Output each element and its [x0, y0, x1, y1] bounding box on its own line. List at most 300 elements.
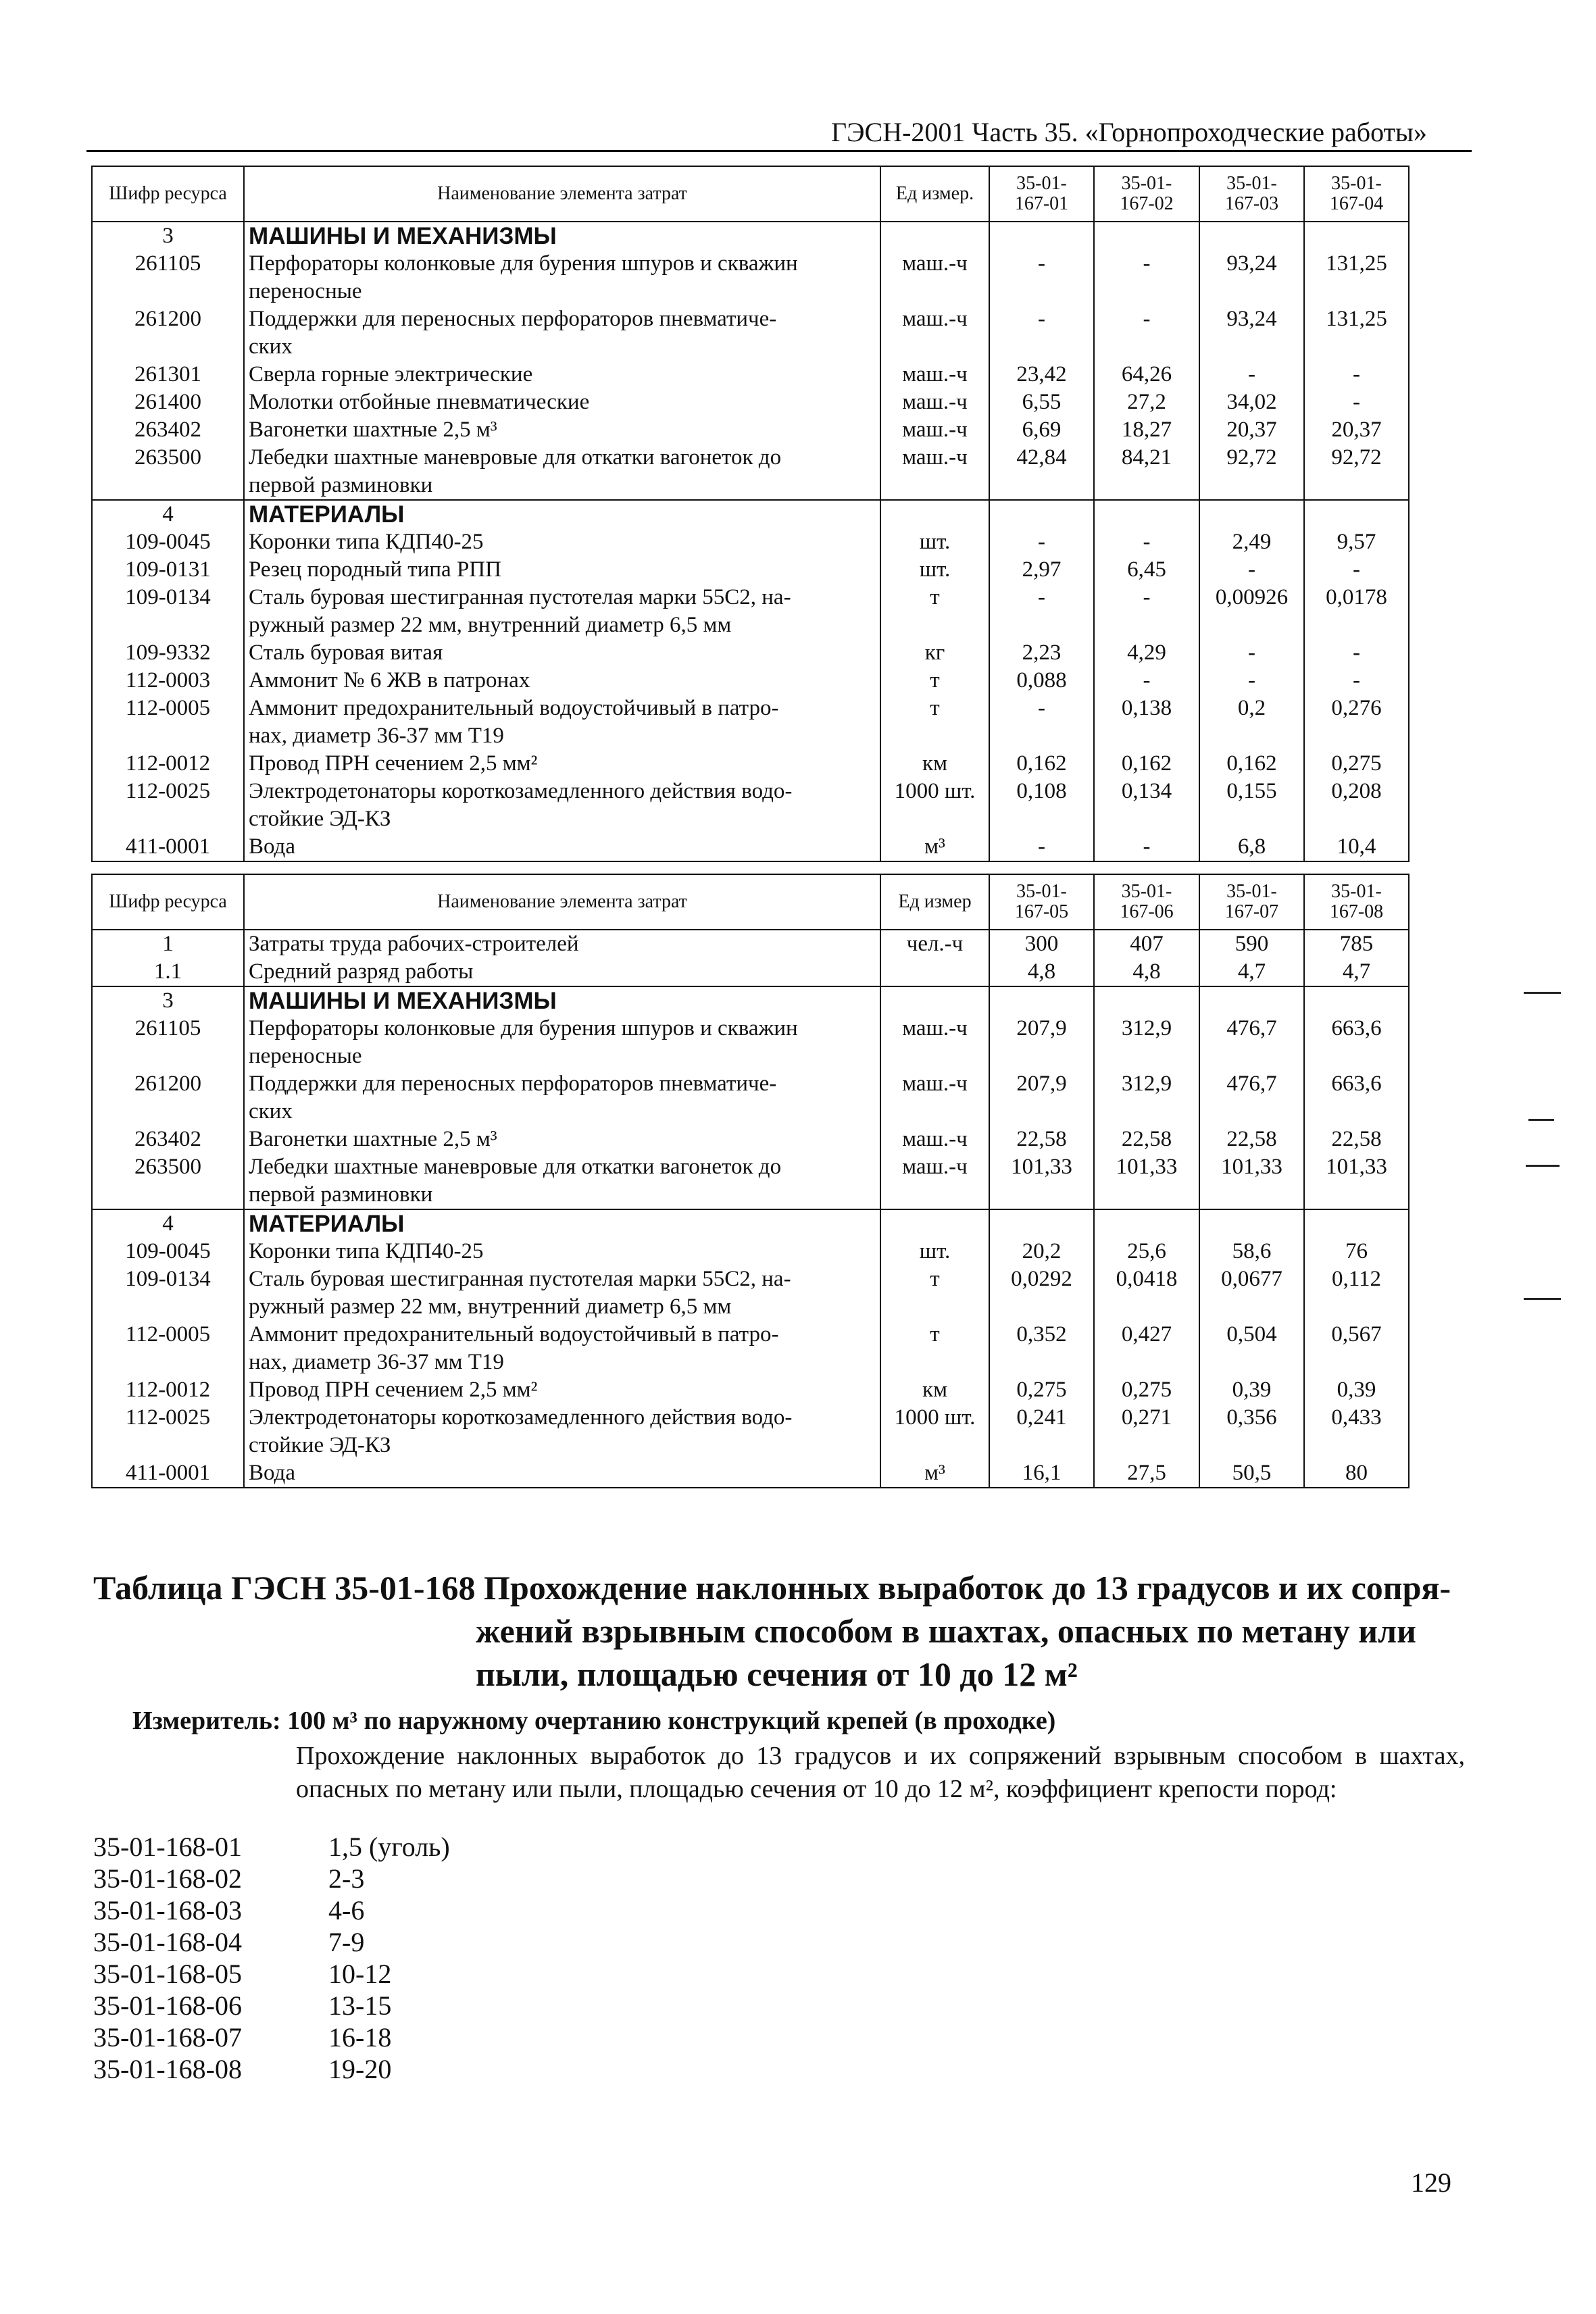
- resource-code: 411-0001: [92, 1459, 244, 1488]
- resource-value: 0,356: [1199, 1404, 1304, 1459]
- resource-unit: 1000 шт.: [880, 778, 989, 833]
- resource-value: 4,29: [1094, 639, 1199, 667]
- resource-value: 6,55: [989, 388, 1094, 416]
- resource-value: 785: [1304, 930, 1409, 958]
- resource-name: Перфораторы колонковые для бурения шпуров и скважин переносные: [244, 250, 880, 305]
- resource-code: 112-0012: [92, 750, 244, 778]
- resource-unit: т: [880, 1265, 989, 1321]
- resource-value: 131,25: [1304, 305, 1409, 361]
- table-title-line-2: жений взрывным способом в шахтах, опасных по метану или: [476, 1612, 1416, 1650]
- resource-value: 0,0178: [1304, 584, 1409, 639]
- resource-value: 0,2: [1199, 695, 1304, 750]
- resource-row: [92, 750, 1409, 778]
- resource-code: 109-0045: [92, 528, 244, 556]
- code-row: [93, 2053, 450, 2085]
- resource-code: 261200: [92, 1070, 244, 1126]
- resource-value: 27,2: [1094, 388, 1199, 416]
- resource-code: 109-9332: [92, 639, 244, 667]
- resource-row: [92, 1459, 1409, 1488]
- resource-value: 0,138: [1094, 695, 1199, 750]
- resource-row: [92, 1404, 1409, 1459]
- hardness-value: 4-6: [328, 1895, 365, 1926]
- resource-value: 22,58: [989, 1126, 1094, 1153]
- hardness-value: 19-20: [328, 2054, 392, 2084]
- resource-value: 476,7: [1199, 1015, 1304, 1070]
- resource-value: 0,162: [1094, 750, 1199, 778]
- margin-mark: [1528, 1119, 1554, 1121]
- resource-value: -: [1304, 556, 1409, 584]
- empty-cell: [1304, 986, 1409, 1015]
- empty-cell: [1094, 986, 1199, 1015]
- resource-value: 0,241: [989, 1404, 1094, 1459]
- running-header: ГЭСН-2001 Часть 35. «Горнопроходческие работы»: [831, 117, 1427, 147]
- header-norm-code: 35-01- 167-07: [1199, 874, 1304, 930]
- empty-cell: [880, 500, 989, 528]
- resource-name: Перфораторы колонковые для бурения шпуров и скважин переносные: [244, 1015, 880, 1070]
- resource-row: [92, 250, 1409, 305]
- resource-value: 0,427: [1094, 1321, 1199, 1376]
- resource-row: [92, 416, 1409, 444]
- resource-name: Лебедки шахтные маневровые для откатки вагонеток до первой разминовки: [244, 444, 880, 500]
- header-norm-code: 35-01- 167-03: [1199, 166, 1304, 222]
- resource-value: 0,162: [1199, 750, 1304, 778]
- resource-table-2: [91, 874, 1410, 1488]
- resource-code: 109-0045: [92, 1238, 244, 1265]
- resource-value: -: [1094, 667, 1199, 695]
- resource-value: 84,21: [1094, 444, 1199, 500]
- section-row: [92, 1209, 1409, 1238]
- margin-mark: [1526, 1165, 1560, 1167]
- norm-code: 35-01-168-08: [93, 2054, 242, 2084]
- resource-row: [92, 444, 1409, 500]
- resource-value: -: [989, 528, 1094, 556]
- hardness-value: 1,5 (уголь): [328, 1832, 450, 1862]
- header-norm-code: 35-01- 167-05: [989, 874, 1094, 930]
- resource-row: [92, 1126, 1409, 1153]
- resource-value: 0,0677: [1199, 1265, 1304, 1321]
- resource-code: 261301: [92, 361, 244, 388]
- resource-name: Сталь буровая шестигранная пустотелая марки 55С2, на- ружный размер 22 мм, внутренний диаметр 6,5 мм: [244, 584, 880, 639]
- header-norm-code: 35-01- 167-01: [989, 166, 1094, 222]
- section-title: МАТЕРИАЛЫ: [244, 1209, 880, 1238]
- resource-value: -: [1304, 361, 1409, 388]
- resource-value: -: [989, 695, 1094, 750]
- header-norm-code: 35-01- 167-06: [1094, 874, 1199, 930]
- resource-value: 6,69: [989, 416, 1094, 444]
- resource-value: 4,7: [1304, 958, 1409, 986]
- resource-row: [92, 556, 1409, 584]
- resource-value: 6,8: [1199, 833, 1304, 861]
- resource-value: 0,39: [1304, 1376, 1409, 1404]
- resource-value: 0,134: [1094, 778, 1199, 833]
- empty-cell: [1304, 222, 1409, 250]
- norm-code: 35-01-168-03: [93, 1895, 242, 1926]
- section-code: 3: [92, 222, 244, 250]
- resource-value: -: [989, 305, 1094, 361]
- table-title-line-1: Таблица ГЭСН 35-01-168 Прохождение наклонных выработок до 13 градусов и их сопря-: [93, 1569, 1451, 1607]
- header-norm-code: 35-01- 167-08: [1304, 874, 1409, 930]
- empty-cell: [1304, 500, 1409, 528]
- resource-row: [92, 528, 1409, 556]
- resource-name: Сталь буровая шестигранная пустотелая марки 55С2, на- ружный размер 22 мм, внутренний диаметр 6,5 мм: [244, 1265, 880, 1321]
- resource-code: 109-0134: [92, 584, 244, 639]
- resource-unit: [880, 958, 989, 986]
- header-unit: Ед измер.: [880, 166, 989, 222]
- resource-value: 407: [1094, 930, 1199, 958]
- empty-cell: [880, 1209, 989, 1238]
- resource-value: 93,24: [1199, 305, 1304, 361]
- resource-name: Вагонетки шахтные 2,5 м³: [244, 416, 880, 444]
- resource-value: 42,84: [989, 444, 1094, 500]
- resource-value: 207,9: [989, 1070, 1094, 1126]
- measure-label: Измеритель:: [132, 1707, 281, 1735]
- resource-row: [92, 584, 1409, 639]
- resource-code: 411-0001: [92, 833, 244, 861]
- resource-code: 261200: [92, 305, 244, 361]
- resource-unit: маш.-ч: [880, 388, 989, 416]
- resource-unit: т: [880, 667, 989, 695]
- resource-value: 0,567: [1304, 1321, 1409, 1376]
- resource-unit: шт.: [880, 1238, 989, 1265]
- resource-value: 101,33: [1199, 1153, 1304, 1209]
- resource-name: Сталь буровая витая: [244, 639, 880, 667]
- resource-value: 0,275: [989, 1376, 1094, 1404]
- resource-name: Средний разряд работы: [244, 958, 880, 986]
- resource-unit: маш.-ч: [880, 361, 989, 388]
- resource-name: Электродетонаторы короткозамедленного действия водо- стойкие ЭД-КЗ: [244, 1404, 880, 1459]
- resource-name: Аммонит предохранительный водоустойчивый в патро- нах, диаметр 36-37 мм Т19: [244, 1321, 880, 1376]
- margin-mark: [1524, 1298, 1561, 1300]
- resource-value: 0,0418: [1094, 1265, 1199, 1321]
- norm-code: 35-01-168-07: [93, 2022, 242, 2053]
- resource-code: 261105: [92, 1015, 244, 1070]
- resource-unit: м³: [880, 1459, 989, 1488]
- resource-unit: т: [880, 584, 989, 639]
- resource-value: 92,72: [1304, 444, 1409, 500]
- resource-value: 476,7: [1199, 1070, 1304, 1126]
- resource-value: 6,45: [1094, 556, 1199, 584]
- resource-value: -: [1199, 361, 1304, 388]
- resource-value: -: [989, 584, 1094, 639]
- resource-name: Молотки отбойные пневматические: [244, 388, 880, 416]
- resource-row: [92, 388, 1409, 416]
- code-row: [93, 1958, 450, 1990]
- resource-unit: маш.-ч: [880, 1015, 989, 1070]
- resource-value: 92,72: [1199, 444, 1304, 500]
- resource-value: 22,58: [1199, 1126, 1304, 1153]
- resource-value: 4,7: [1199, 958, 1304, 986]
- resource-value: -: [1304, 639, 1409, 667]
- section-code: 4: [92, 1209, 244, 1238]
- resource-unit: чел.-ч: [880, 930, 989, 958]
- resource-row: [92, 639, 1409, 667]
- code-row: [93, 1863, 450, 1894]
- empty-cell: [880, 222, 989, 250]
- resource-name: Вода: [244, 1459, 880, 1488]
- resource-row: [92, 361, 1409, 388]
- resource-value: 101,33: [1094, 1153, 1199, 1209]
- resource-row: [92, 930, 1409, 958]
- code-row: [93, 1990, 450, 2021]
- code-list: [93, 1831, 450, 2085]
- resource-unit: шт.: [880, 528, 989, 556]
- header-rule: [86, 150, 1472, 152]
- resource-unit: шт.: [880, 556, 989, 584]
- resource-code: 263500: [92, 444, 244, 500]
- resource-value: 22,58: [1094, 1126, 1199, 1153]
- resource-value: 0,0292: [989, 1265, 1094, 1321]
- resource-row: [92, 1070, 1409, 1126]
- resource-code: 1: [92, 930, 244, 958]
- resource-unit: м³: [880, 833, 989, 861]
- section-row: [92, 500, 1409, 528]
- resource-value: 50,5: [1199, 1459, 1304, 1488]
- resource-row: [92, 667, 1409, 695]
- empty-cell: [1199, 222, 1304, 250]
- empty-cell: [989, 1209, 1094, 1238]
- resource-value: 0,00926: [1199, 584, 1304, 639]
- resource-value: 207,9: [989, 1015, 1094, 1070]
- section-title: МАШИНЫ И МЕХАНИЗМЫ: [244, 222, 880, 250]
- resource-value: 20,2: [989, 1238, 1094, 1265]
- resource-unit: т: [880, 1321, 989, 1376]
- section-title: МАШИНЫ И МЕХАНИЗМЫ: [244, 986, 880, 1015]
- resource-unit: маш.-ч: [880, 305, 989, 361]
- resource-unit: маш.-ч: [880, 1153, 989, 1209]
- resource-value: 0,271: [1094, 1404, 1199, 1459]
- margin-mark: [1524, 992, 1561, 994]
- hardness-value: 7-9: [328, 1927, 365, 1957]
- header-norm-code: 35-01- 167-02: [1094, 166, 1199, 222]
- hardness-value: 16-18: [328, 2022, 392, 2053]
- resource-row: [92, 778, 1409, 833]
- resource-name: Поддержки для переносных перфораторов пневматиче- ских: [244, 1070, 880, 1126]
- resource-value: 0,208: [1304, 778, 1409, 833]
- resource-value: 0,276: [1304, 695, 1409, 750]
- resource-value: 22,58: [1304, 1126, 1409, 1153]
- resource-value: -: [1094, 584, 1199, 639]
- resource-row: [92, 1238, 1409, 1265]
- norm-code: 35-01-168-04: [93, 1927, 242, 1957]
- empty-cell: [1094, 222, 1199, 250]
- resource-code: 261105: [92, 250, 244, 305]
- resource-value: -: [1094, 305, 1199, 361]
- resource-value: 312,9: [1094, 1015, 1199, 1070]
- resource-name: Резец породный типа РПП: [244, 556, 880, 584]
- resource-code: 261400: [92, 388, 244, 416]
- table-title-line-3: пыли, площадью сечения от 10 до 12 м²: [476, 1655, 1078, 1693]
- measure-value: 100 м³ по наружному очертанию конструкций крепей (в проходке): [287, 1707, 1056, 1735]
- empty-cell: [1199, 1209, 1304, 1238]
- resource-value: 4,8: [1094, 958, 1199, 986]
- resource-row: [92, 958, 1409, 986]
- empty-cell: [1199, 986, 1304, 1015]
- hardness-value: 10-12: [328, 1959, 392, 1989]
- resource-value: 27,5: [1094, 1459, 1199, 1488]
- resource-code: 109-0134: [92, 1265, 244, 1321]
- resource-table-1: [91, 166, 1410, 862]
- header-code: Шифр ресурса: [92, 874, 244, 930]
- hardness-value: 13-15: [328, 1990, 392, 2021]
- resource-code: 112-0025: [92, 778, 244, 833]
- resource-value: -: [1304, 667, 1409, 695]
- resource-name: Провод ПРН сечением 2,5 мм²: [244, 1376, 880, 1404]
- resource-value: -: [1304, 388, 1409, 416]
- resource-value: -: [1094, 528, 1199, 556]
- resource-value: -: [989, 250, 1094, 305]
- resource-value: 0,504: [1199, 1321, 1304, 1376]
- norm-code: 35-01-168-05: [93, 1959, 242, 1989]
- resource-code: 263402: [92, 1126, 244, 1153]
- table-title: [93, 1566, 1451, 1696]
- empty-cell: [1304, 1209, 1409, 1238]
- section-title: МАТЕРИАЛЫ: [244, 500, 880, 528]
- resource-value: 2,23: [989, 639, 1094, 667]
- resource-value: 0,088: [989, 667, 1094, 695]
- code-row: [93, 1831, 450, 1863]
- resource-value: 101,33: [1304, 1153, 1409, 1209]
- resource-value: 590: [1199, 930, 1304, 958]
- resource-unit: маш.-ч: [880, 416, 989, 444]
- resource-name: Сверла горные электрические: [244, 361, 880, 388]
- resource-value: 131,25: [1304, 250, 1409, 305]
- resource-unit: 1000 шт.: [880, 1404, 989, 1459]
- resource-value: 0,433: [1304, 1404, 1409, 1459]
- empty-cell: [1094, 500, 1199, 528]
- resource-value: 4,8: [989, 958, 1094, 986]
- resource-value: 0,108: [989, 778, 1094, 833]
- resource-name: Электродетонаторы короткозамедленного действия водо- стойкие ЭД-КЗ: [244, 778, 880, 833]
- resource-value: 0,275: [1304, 750, 1409, 778]
- resource-value: 16,1: [989, 1459, 1094, 1488]
- header-code: Шифр ресурса: [92, 166, 244, 222]
- resource-row: [92, 833, 1409, 861]
- resource-value: 20,37: [1199, 416, 1304, 444]
- resource-value: 0,39: [1199, 1376, 1304, 1404]
- resource-name: Вагонетки шахтные 2,5 м³: [244, 1126, 880, 1153]
- resource-value: 0,352: [989, 1321, 1094, 1376]
- resource-row: [92, 1265, 1409, 1321]
- resource-code: 1.1: [92, 958, 244, 986]
- resource-value: 0,112: [1304, 1265, 1409, 1321]
- resource-row: [92, 695, 1409, 750]
- empty-cell: [989, 222, 1094, 250]
- resource-row: [92, 1153, 1409, 1209]
- resource-unit: т: [880, 695, 989, 750]
- resource-value: 76: [1304, 1238, 1409, 1265]
- resource-code: 112-0012: [92, 1376, 244, 1404]
- resource-value: 25,6: [1094, 1238, 1199, 1265]
- resource-unit: маш.-ч: [880, 1070, 989, 1126]
- section-code: 3: [92, 986, 244, 1015]
- resource-name: Затраты труда рабочих-строителей: [244, 930, 880, 958]
- resource-value: 312,9: [1094, 1070, 1199, 1126]
- table-header-row: [92, 874, 1409, 930]
- resource-code: 263402: [92, 416, 244, 444]
- resource-name: Аммонит № 6 ЖВ в патронах: [244, 667, 880, 695]
- resource-value: 58,6: [1199, 1238, 1304, 1265]
- resource-value: 663,6: [1304, 1070, 1409, 1126]
- table-header-row: [92, 166, 1409, 222]
- resource-unit: км: [880, 750, 989, 778]
- resource-code: 112-0005: [92, 1321, 244, 1376]
- header-name: Наименование элемента затрат: [244, 874, 880, 930]
- empty-cell: [1094, 1209, 1199, 1238]
- hardness-value: 2-3: [328, 1863, 365, 1894]
- resource-value: -: [1199, 639, 1304, 667]
- resource-value: 64,26: [1094, 361, 1199, 388]
- resource-name: Коронки типа КДП40-25: [244, 528, 880, 556]
- code-row: [93, 2021, 450, 2053]
- empty-cell: [880, 986, 989, 1015]
- page-number: 129: [1411, 2167, 1451, 2198]
- resource-value: -: [1199, 556, 1304, 584]
- norm-code: 35-01-168-02: [93, 1863, 242, 1894]
- resource-code: 263500: [92, 1153, 244, 1209]
- resource-value: 34,02: [1199, 388, 1304, 416]
- section-row: [92, 986, 1409, 1015]
- resource-value: 10,4: [1304, 833, 1409, 861]
- resource-value: 23,42: [989, 361, 1094, 388]
- work-description: Прохождение наклонных выработок до 13 градусов и их сопряжений взрывным способом в шахтах, опасных по метану или пыли, площадью сечения от 10 до 12 м², коэффициент крепости пород:: [296, 1742, 1465, 1803]
- resource-unit: маш.-ч: [880, 444, 989, 500]
- code-row: [93, 1926, 450, 1958]
- resource-row: [92, 305, 1409, 361]
- empty-cell: [989, 986, 1094, 1015]
- resource-unit: кг: [880, 639, 989, 667]
- resource-value: 93,24: [1199, 250, 1304, 305]
- resource-code: 109-0131: [92, 556, 244, 584]
- resource-name: Поддержки для переносных перфораторов пневматиче- ских: [244, 305, 880, 361]
- resource-value: 20,37: [1304, 416, 1409, 444]
- resource-value: 2,49: [1199, 528, 1304, 556]
- header-norm-code: 35-01- 167-04: [1304, 166, 1409, 222]
- resource-row: [92, 1321, 1409, 1376]
- empty-cell: [1199, 500, 1304, 528]
- resource-code: 112-0005: [92, 695, 244, 750]
- resource-code: 112-0025: [92, 1404, 244, 1459]
- resource-value: -: [1094, 250, 1199, 305]
- resource-value: -: [1199, 667, 1304, 695]
- empty-cell: [989, 500, 1094, 528]
- resource-value: 0,275: [1094, 1376, 1199, 1404]
- resource-value: 663,6: [1304, 1015, 1409, 1070]
- resource-name: Коронки типа КДП40-25: [244, 1238, 880, 1265]
- norm-code: 35-01-168-06: [93, 1990, 242, 2021]
- resource-name: Вода: [244, 833, 880, 861]
- resource-value: 101,33: [989, 1153, 1094, 1209]
- resource-name: Лебедки шахтные маневровые для откатки вагонеток до первой разминовки: [244, 1153, 880, 1209]
- resource-unit: маш.-ч: [880, 1126, 989, 1153]
- resource-name: Провод ПРН сечением 2,5 мм²: [244, 750, 880, 778]
- resource-value: 2,97: [989, 556, 1094, 584]
- resource-row: [92, 1376, 1409, 1404]
- section-row: [92, 222, 1409, 250]
- resource-unit: км: [880, 1376, 989, 1404]
- resource-value: -: [989, 833, 1094, 861]
- measure-line: [132, 1706, 1055, 1736]
- section-code: 4: [92, 500, 244, 528]
- resource-code: 112-0003: [92, 667, 244, 695]
- resource-value: -: [1094, 833, 1199, 861]
- resource-value: 0,162: [989, 750, 1094, 778]
- header-name: Наименование элемента затрат: [244, 166, 880, 222]
- resource-value: 0,155: [1199, 778, 1304, 833]
- resource-unit: маш.-ч: [880, 250, 989, 305]
- code-row: [93, 1894, 450, 1926]
- resource-value: 9,57: [1304, 528, 1409, 556]
- resource-value: 300: [989, 930, 1094, 958]
